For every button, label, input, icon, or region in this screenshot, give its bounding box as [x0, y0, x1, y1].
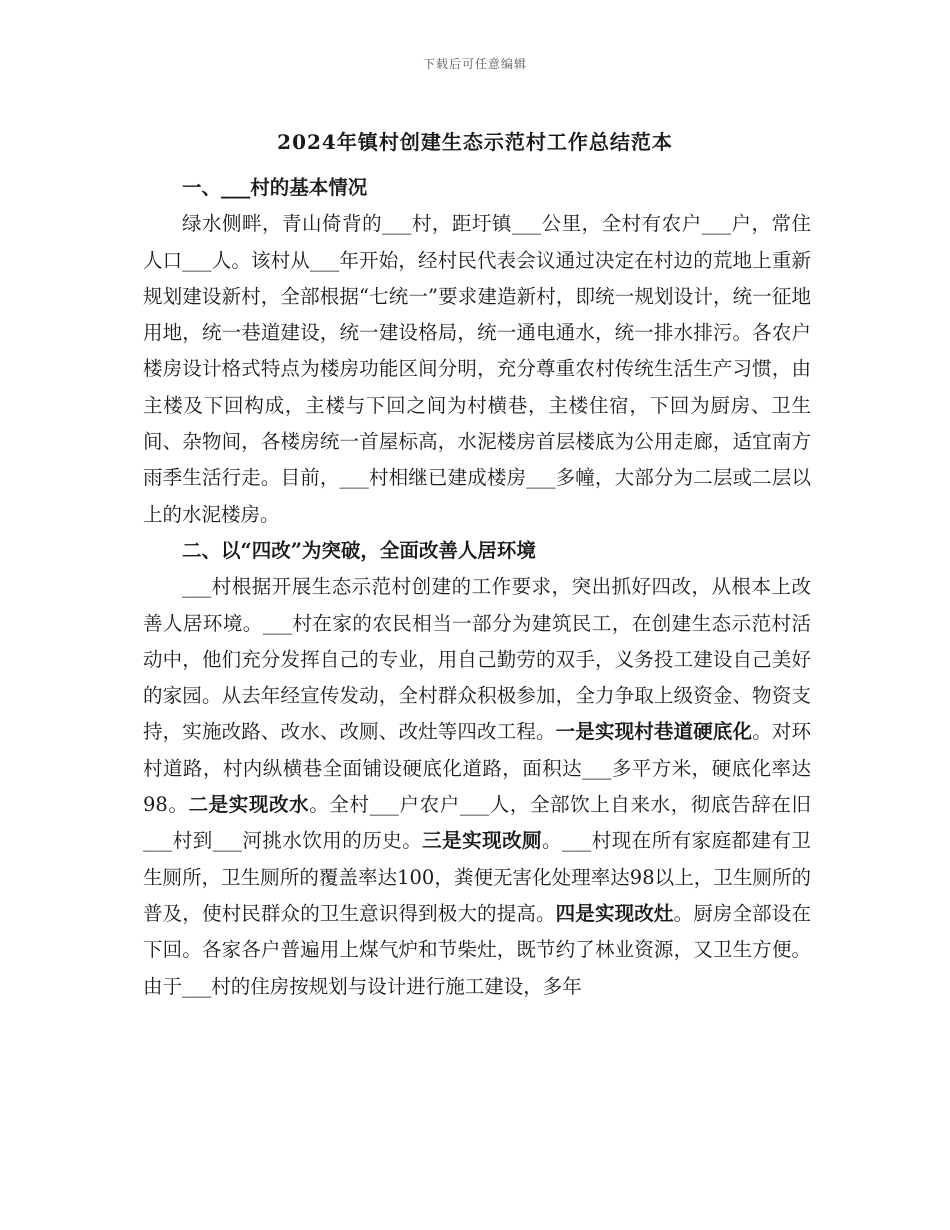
- page-header-note: 下载后可任意编辑: [422, 57, 527, 71]
- point-1-label: 一是实现村巷道硬底化: [555, 720, 753, 744]
- section-heading-four-reforms: 二、以“四改”为突破，全面改善人居环境: [182, 538, 536, 562]
- point-4-label: 四是实现改灶: [555, 901, 674, 925]
- section-heading-basic-info: 一、___村的基本情况: [182, 176, 368, 199]
- point-1-text: 。对环村道路，村内纵横巷全面铺设硬底化道路，面积达___多平方米，硬底化率达98。: [143, 720, 811, 817]
- four-reforms-intro: ___村根据开展生态示范村创建的工作要求，突出抓好四改，从根本上改善人居环境。___村在家的农民相当一部分为建筑民工，在创建生态示范村活动中，他们充分发挥自己的专业，用自己勤劳的双手，义务投工建设自己美好的家园。从去年经宣传发动，全村群众积极参加，全力争取上级资金、物资支持，实施改路、改水、改厕、改灶等四改工程。: [143, 575, 811, 744]
- point-3-text: 。___村现在所有家庭都建有卫生厕所，卫生厕所的覆盖率达100，粪便无害化处理率达98以上，卫生厕所的普及，使村民群众的卫生意识得到极大的提高。: [143, 829, 811, 925]
- point-4-text: 。厨房全部设在下回。各家各户普遍用上煤气炉和节柴灶，既节约了林业资源，又卫生方便。由于___村的住房按规划与设计进行施工建设，多年: [143, 901, 811, 998]
- paragraph-basic-info: 绿水侧畔，青山倚背的___村，距圩镇___公里，全村有农户___户，常住人口___人。该村从___年开始，经村民代表会议通过决定在村边的荒地上重新规划建设新村，全部根据“七统一”要求建造新村，即统一规划设计，统一征地用地，统一巷道建设，统一建设格局，统一通电通水，统一排水排污。各农户楼房设计格式特点为楼房功能区间分明，充分尊重农村传统生活生产习惯，由主楼及下回构成，主楼与下回之间为村横巷，主楼住宿，下回为厨房、卫生间、杂物间，各楼房统一首屋标高，水泥楼房首层楼底为公用走廊，适宜南方雨季生活行走。目前，___村相继已建成楼房___多幢，大部分为二层或二层以上的水泥楼房。: [143, 212, 811, 526]
- paragraph-four-reforms: [143, 569, 811, 1005]
- point-2-text: 。全村___户农户___人，全部饮上自来水，彻底告辞在旧___村到___河挑水饮用的历史。: [143, 793, 811, 853]
- document-body: [143, 170, 811, 1005]
- document-title: 2024年镇村创建生态示范村工作总结范本: [277, 130, 673, 154]
- point-2-label: 二是实现改水: [188, 793, 310, 817]
- point-3-label: 三是实现改厕: [422, 829, 543, 853]
